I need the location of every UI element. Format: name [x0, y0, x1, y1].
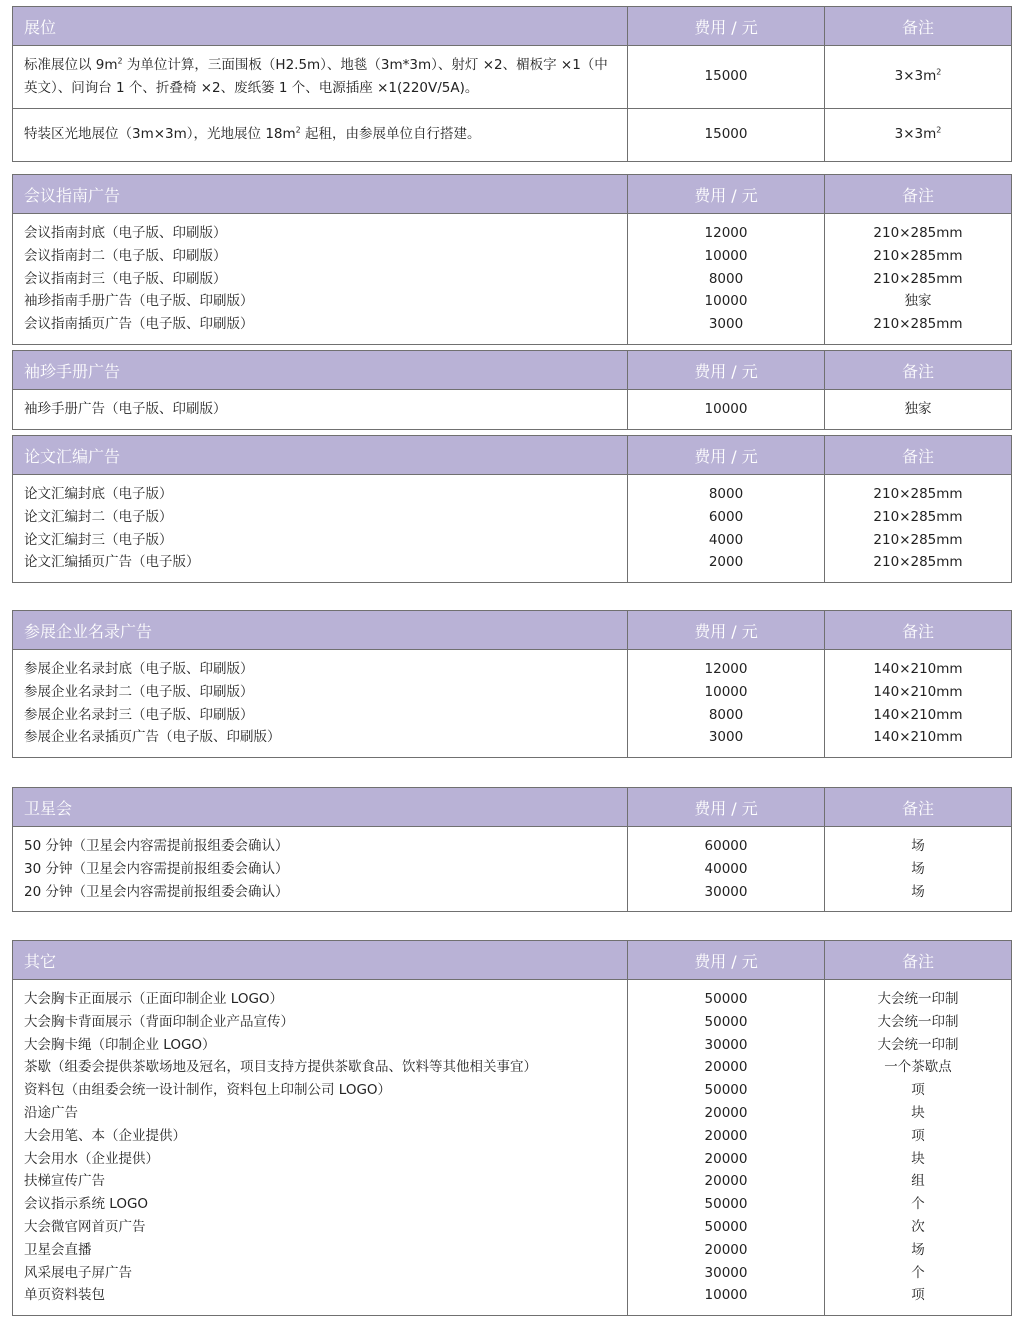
list-item: 卫星会直播 — [24, 1241, 92, 1258]
item-note: 块 — [911, 1150, 925, 1167]
note-column-header: 备注 — [825, 788, 1012, 827]
section-title: 其它 — [13, 941, 628, 980]
item-note: 个 — [911, 1196, 925, 1213]
item-fee: 12000 — [704, 661, 748, 677]
item-fee: 8000 — [708, 270, 744, 287]
item-fee-list — [628, 980, 825, 1316]
item-description-list — [13, 827, 628, 912]
list-item: 袖珍手册广告（电子版、印刷版） — [24, 401, 227, 417]
item-fee: 60000 — [704, 838, 748, 854]
section-title: 会议指南广告 — [13, 175, 628, 214]
item-fee-list — [628, 390, 825, 430]
item-fee: 30000 — [704, 883, 748, 900]
item-fee: 20000 — [704, 1127, 748, 1144]
item-note: 独家 — [904, 293, 932, 310]
section-title: 卫星会 — [13, 788, 628, 827]
section-title: 展位 — [13, 7, 628, 46]
table-row — [13, 108, 1012, 161]
item-note: 项 — [911, 1127, 925, 1144]
fee-column-header: 费用 / 元 — [628, 175, 825, 214]
item-note-list — [825, 214, 1012, 345]
item-fee: 50000 — [704, 1218, 748, 1235]
item-note: 210×285mm — [873, 316, 963, 333]
item-note: 210×285mm — [873, 531, 963, 548]
list-item: 会议指南封三（电子版、印刷版） — [24, 270, 227, 287]
item-fee: 20000 — [704, 1150, 748, 1167]
table-row — [13, 827, 1012, 912]
list-item: 20 分钟（卫星会内容需提前报组委会确认） — [24, 883, 289, 900]
list-item: 参展企业名录封二（电子版、印刷版） — [24, 683, 254, 700]
table-row — [13, 390, 1012, 430]
guide-ad-table — [12, 174, 1012, 345]
note-column-header: 备注 — [825, 7, 1012, 46]
satellite-meeting-table — [12, 787, 1012, 912]
list-item: 论文汇编插页广告（电子版） — [24, 554, 200, 571]
item-fee: 10000 — [704, 247, 748, 264]
item-description: 标准展位以 $9m^2$ 为单位计算，三面围板（H2.5m）、地毯（3m*3m）、射灯 ×2、楣板字 ×1（中英文）、问询台 1 个、折叠椅 ×2、废纸篓 1 个、电源插座 ×1(220V/5A)。 — [13, 46, 628, 109]
list-item: 会议指南插页广告（电子版、印刷版） — [24, 316, 254, 333]
item-description: 特装区光地展位（3m×3m），光地展位 $18m^2$ 起租，由参展单位自行搭建。 — [13, 108, 628, 161]
list-item: 扶梯宣传广告 — [24, 1173, 105, 1190]
item-note: 140×210mm — [873, 683, 963, 700]
item-fee: 12000 — [704, 225, 748, 241]
note-column-header: 备注 — [825, 941, 1012, 980]
item-note-list — [825, 980, 1012, 1316]
list-item: 大会胸卡正面展示（正面印制企业 LOGO） — [24, 991, 284, 1007]
section-title: 袖珍手册广告 — [13, 351, 628, 390]
item-note: 210×285mm — [873, 225, 963, 241]
item-note-list — [825, 650, 1012, 758]
item-fee: 40000 — [704, 860, 748, 877]
item-note: 210×285mm — [873, 554, 963, 571]
item-note: 210×285mm — [873, 247, 963, 264]
item-note-list — [825, 827, 1012, 912]
item-note: $3\times 3m^2$ — [825, 46, 1012, 109]
item-fee: 3000 — [708, 316, 744, 333]
item-note: 场 — [911, 1241, 925, 1258]
list-item: 袖珍指南手册广告（电子版、印刷版） — [24, 293, 254, 310]
table-row — [13, 475, 1012, 583]
list-item: 论文汇编封三（电子版） — [24, 531, 173, 548]
item-note-list — [825, 475, 1012, 583]
item-note: 大会统一印制 — [877, 991, 959, 1007]
item-note: 140×210mm — [873, 661, 963, 677]
list-item: 大会胸卡绳（印制企业 LOGO） — [24, 1036, 216, 1053]
note-column-header: 备注 — [825, 611, 1012, 650]
list-item: 参展企业名录封底（电子版、印刷版） — [24, 661, 254, 677]
item-fee: 50000 — [704, 1196, 748, 1213]
item-note: 项 — [911, 1287, 925, 1304]
list-item: 论文汇编封二（电子版） — [24, 508, 173, 525]
item-fee: 30000 — [704, 1036, 748, 1053]
item-description-list — [13, 475, 628, 583]
fee-column-header: 费用 / 元 — [628, 351, 825, 390]
item-note: 210×285mm — [873, 486, 963, 502]
item-note: 场 — [911, 838, 925, 854]
note-column-header: 备注 — [825, 436, 1012, 475]
list-item: 50 分钟（卫星会内容需提前报组委会确认） — [24, 838, 289, 854]
item-fee: 15000 — [628, 108, 825, 161]
item-fee: 50000 — [704, 1013, 748, 1030]
item-fee-list — [628, 650, 825, 758]
note-column-header: 备注 — [825, 175, 1012, 214]
item-fee: 10000 — [704, 401, 748, 417]
pocket-handbook-table — [12, 350, 1012, 430]
item-note: $3\times 3m^2$ — [825, 108, 1012, 161]
item-fee: 6000 — [708, 508, 744, 525]
list-item: 30 分钟（卫星会内容需提前报组委会确认） — [24, 860, 289, 877]
fee-column-header: 费用 / 元 — [628, 941, 825, 980]
item-note: 场 — [911, 883, 925, 900]
table-row — [13, 214, 1012, 345]
item-note: 大会统一印制 — [877, 1013, 959, 1030]
fee-column-header: 费用 / 元 — [628, 611, 825, 650]
fee-column-header: 费用 / 元 — [628, 7, 825, 46]
paper-collection-table — [12, 435, 1012, 583]
item-note: 大会统一印制 — [877, 1036, 959, 1053]
list-item: 资料包（由组委会统一设计制作，资料包上印制公司 LOGO） — [24, 1082, 392, 1099]
item-fee: 30000 — [704, 1264, 748, 1281]
note-column-header: 备注 — [825, 351, 1012, 390]
item-note: 组 — [911, 1173, 925, 1190]
list-item: 大会微官网首页广告 — [24, 1218, 146, 1235]
fee-column-header: 费用 / 元 — [628, 436, 825, 475]
item-fee: 8000 — [708, 486, 744, 502]
list-item: 论文汇编封底（电子版） — [24, 486, 173, 502]
item-fee: 50000 — [704, 1082, 748, 1099]
item-description-list — [13, 214, 628, 345]
exhibitor-directory-table — [12, 610, 1012, 758]
item-fee: 50000 — [704, 991, 748, 1007]
item-fee: 4000 — [708, 531, 744, 548]
list-item: 会议指南封二（电子版、印刷版） — [24, 247, 227, 264]
list-item: 大会用笔、本（企业提供） — [24, 1127, 186, 1144]
table-row — [13, 46, 1012, 109]
item-note: 一个茶歇点 — [884, 1059, 952, 1076]
section-title: 参展企业名录广告 — [13, 611, 628, 650]
item-fee: 20000 — [704, 1059, 748, 1076]
list-item: 大会用水（企业提供） — [24, 1150, 159, 1167]
item-fee: 20000 — [704, 1173, 748, 1190]
item-note: 块 — [911, 1104, 925, 1121]
item-fee: 2000 — [708, 554, 744, 571]
item-description-list — [13, 980, 628, 1316]
item-note: 独家 — [904, 401, 932, 417]
item-fee: 20000 — [704, 1104, 748, 1121]
list-item: 风采展电子屏广告 — [24, 1264, 132, 1281]
item-note: 次 — [911, 1218, 925, 1235]
section-title: 论文汇编广告 — [13, 436, 628, 475]
list-item: 大会胸卡背面展示（背面印制企业产品宣传） — [24, 1013, 294, 1030]
item-note: 140×210mm — [873, 706, 963, 723]
list-item: 参展企业名录封三（电子版、印刷版） — [24, 706, 254, 723]
list-item: 会议指示系统 LOGO — [24, 1196, 149, 1213]
item-note: 场 — [911, 860, 925, 877]
item-description-list — [13, 390, 628, 430]
item-fee-list — [628, 214, 825, 345]
item-description-list — [13, 650, 628, 758]
item-fee: 10000 — [704, 683, 748, 700]
table-row — [13, 650, 1012, 758]
list-item: 单页资料装包 — [24, 1287, 105, 1304]
list-item: 沿途广告 — [24, 1104, 78, 1121]
item-fee: 3000 — [708, 729, 744, 746]
item-fee: 8000 — [708, 706, 744, 723]
list-item: 会议指南封底（电子版、印刷版） — [24, 225, 227, 241]
item-note: 项 — [911, 1082, 925, 1099]
item-fee: 10000 — [704, 293, 748, 310]
list-item: 参展企业名录插页广告（电子版、印刷版） — [24, 729, 281, 746]
fee-column-header: 费用 / 元 — [628, 788, 825, 827]
other-items-table — [12, 940, 1012, 1316]
item-fee: 20000 — [704, 1241, 748, 1258]
item-fee-list — [628, 827, 825, 912]
item-note: 140×210mm — [873, 729, 963, 746]
item-note-list — [825, 390, 1012, 430]
item-fee: 15000 — [628, 46, 825, 109]
item-fee-list — [628, 475, 825, 583]
list-item: 茶歇（组委会提供茶歇场地及冠名，项目支持方提供茶歇食品、饮料等其他相关事宜） — [24, 1059, 537, 1076]
item-note: 个 — [911, 1264, 925, 1281]
item-note: 210×285mm — [873, 270, 963, 287]
item-note: 210×285mm — [873, 508, 963, 525]
table-row — [13, 980, 1012, 1316]
item-fee: 10000 — [704, 1287, 748, 1304]
booth-table — [12, 6, 1012, 162]
